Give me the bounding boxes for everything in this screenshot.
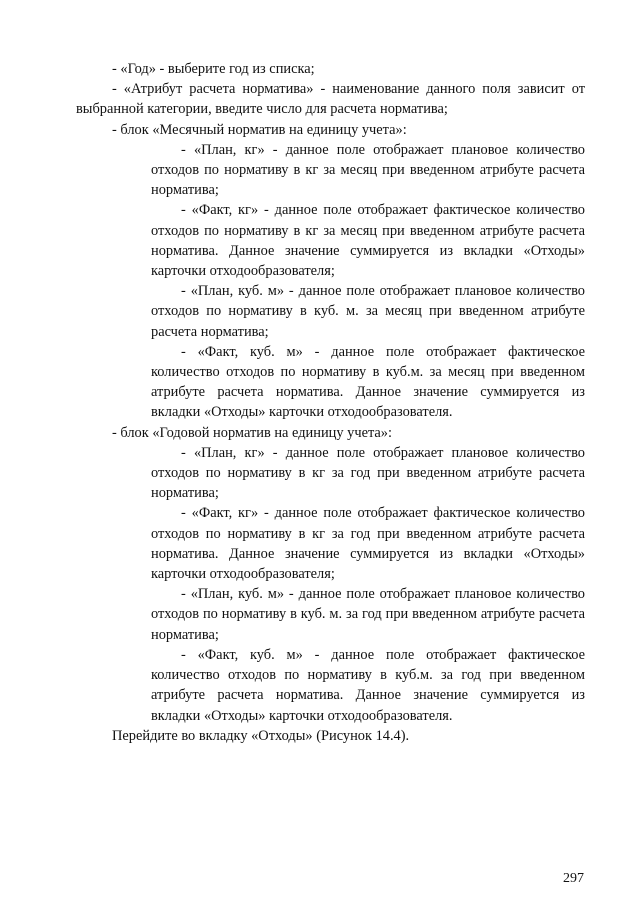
paragraph-yearly-block: - блок «Годовой норматив на единицу учета»: xyxy=(112,424,393,441)
paragraph-norm-attribute: - «Атрибут расчета норматива» - наименование данного поля зависит от выбранной категории, введите число для расчета норматива; xyxy=(76,81,585,118)
paragraph-monthly-fact-kg: - «Факт, кг» - данное поле отображает фактическое количество отходов по нормативу в кг за месяц при введенном атрибуте расчета норматива. Данное значение суммируется из вкладки «Отходы» карточки отходообразователя; xyxy=(151,202,585,280)
paragraph-monthly-fact-m3: - «Факт, куб. м» - данное поле отображает фактическое количество отходов по нормативу в куб.м. за месяц при введенном атрибуте расчета норматива. Данное значение суммируется из вкладки «Отходы» карточки отходообразователя. xyxy=(151,343,585,421)
paragraph-yearly-fact-m3: - «Факт, куб. м» - данное поле отображает фактическое количество отходов по нормативу в куб.м. за год при введенном атрибуте расчета норматива. Данное значение суммируется из вкладки «Отходы» карточки отходообразователя. xyxy=(151,646,585,724)
paragraph-go-to-waste-tab: Перейдите во вкладку «Отходы» (Рисунок 14.4). xyxy=(112,727,410,744)
page-number: 297 xyxy=(563,871,584,886)
paragraph-yearly-plan-kg: - «План, кг» - данное поле отображает плановое количество отходов по нормативу в кг за год при введенном атрибуте расчета норматива; xyxy=(151,444,585,502)
paragraph-monthly-block: - блок «Месячный норматив на единицу учета»: xyxy=(112,121,407,138)
document-body xyxy=(76,59,585,746)
paragraph-yearly-plan-m3: - «План, куб. м» - данное поле отображает плановое количество отходов по нормативу в куб. м. за год при введенном атрибуте расчета норматива; xyxy=(151,586,585,643)
paragraph-monthly-plan-m3: - «План, куб. м» - данное поле отображает плановое количество отходов по нормативу в куб. м. за месяц при введенном атрибуте расчета норматива; xyxy=(151,283,585,340)
paragraph-year: - «Год» - выберите год из списка; xyxy=(112,61,315,77)
paragraph-monthly-plan-kg: - «План, кг» - данное поле отображает плановое количество отходов по нормативу в кг за месяц при введенном атрибуте расчета норматива; xyxy=(151,141,585,199)
paragraph-yearly-fact-kg: - «Факт, кг» - данное поле отображает фактическое количество отходов по нормативу в кг за год при введенном атрибуте расчета норматива. Данное значение суммируется из вкладки «Отходы» карточки отходообразователя; xyxy=(151,505,585,583)
